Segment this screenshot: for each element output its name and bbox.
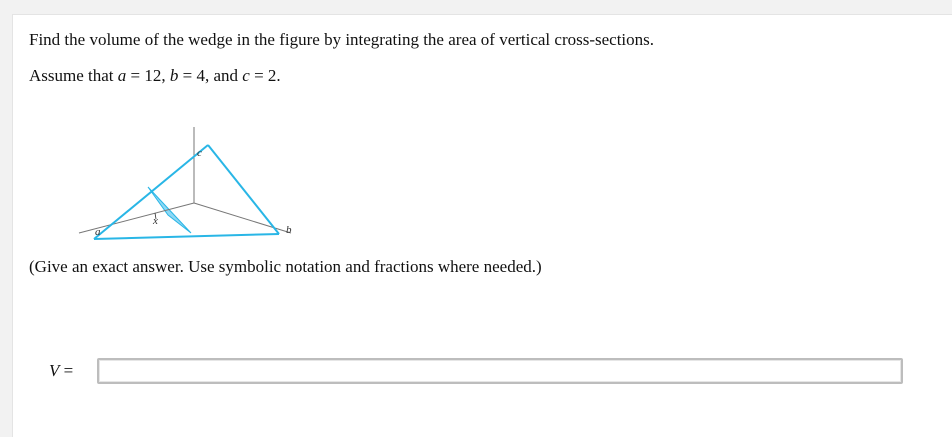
given-values (29, 66, 281, 86)
var-b: b (169, 66, 179, 85)
figure-label-b: b (286, 224, 292, 236)
edge-bc (208, 145, 279, 234)
answer-var: V (49, 361, 60, 380)
figure-label-c: c (197, 147, 202, 159)
question-panel (12, 14, 952, 437)
answer-label (49, 361, 73, 381)
edge-ac (94, 145, 208, 239)
volume-answer-input[interactable] (97, 358, 903, 384)
figure-label-a: a (95, 226, 101, 238)
c-value: = 2. (249, 66, 281, 85)
question-text: Find the volume of the wedge in the figure by integrating the area of vertical cross-sections. (29, 30, 655, 49)
var-c: c (242, 66, 250, 85)
a-value: = 12, (126, 66, 170, 85)
figure-label-x: x (153, 215, 158, 227)
wedge-figure (61, 115, 321, 240)
edge-ab (94, 234, 279, 239)
assume-prefix: Assume that (29, 66, 118, 85)
answer-instructions: (Give an exact answer. Use symbolic notation and fractions where needed.) (29, 257, 542, 276)
var-a: a (117, 66, 127, 85)
axis-b (194, 203, 291, 233)
b-value: = 4, and (178, 66, 243, 85)
answer-equals: = (59, 361, 74, 380)
